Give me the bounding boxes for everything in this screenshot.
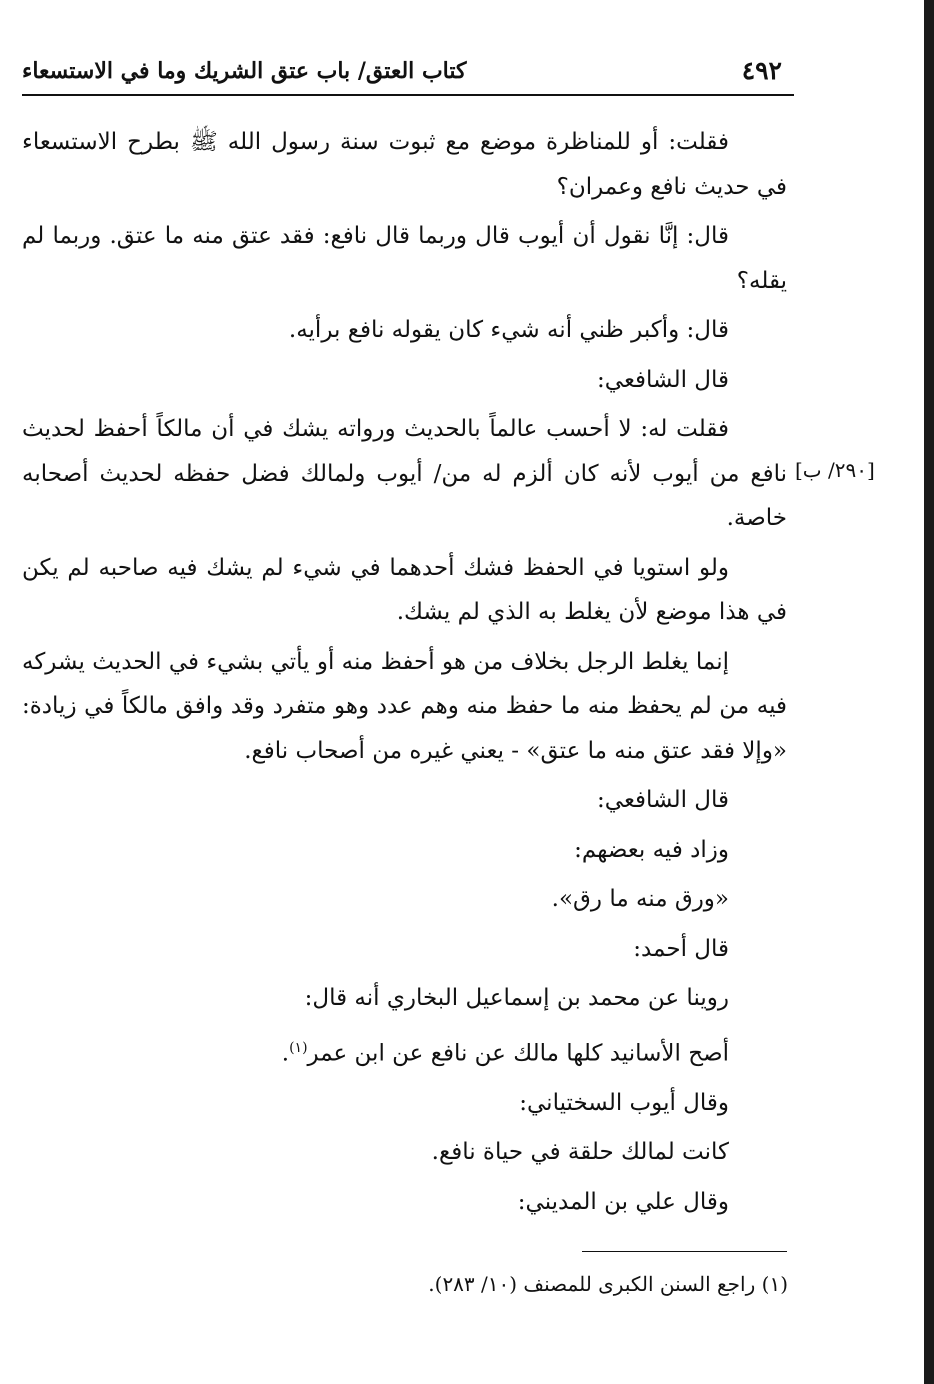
short-line-4: قال أحمد:	[633, 935, 729, 962]
short-line-7: كانت لمالك حلقة في حياة نافع.	[431, 1139, 729, 1166]
footnoted-line-end: .	[281, 1040, 290, 1067]
paragraph-2: قال: إنَّا نقول أن أيوب قال وربما قال نافع: فقد عتق منه ما عتق. وربما لم يقله؟	[22, 223, 787, 294]
page-number: ٤٩٢	[741, 56, 782, 85]
page-edge-shadow	[924, 0, 934, 1384]
short-line-8: وقال علي بن المديني:	[517, 1188, 729, 1215]
short-line-6: وقال أيوب السختياني:	[519, 1089, 729, 1116]
footnote-text: راجع السنن الكبرى للمصنف (١٠/ ٢٨٣).	[428, 1272, 756, 1296]
margin-folio-reference: [٢٩٠/ ب]	[795, 458, 875, 482]
footnote	[300, 1272, 788, 1296]
paragraph-1: فقلت: أو للمناظرة موضع مع ثبوت سنة رسول الله ﷺ بطرح الاستسعاء في حديث نافع وعمران؟	[22, 129, 787, 200]
paragraph-4: قال الشافعي:	[597, 366, 729, 393]
footnoted-line	[22, 1026, 787, 1076]
paragraph-5: فقلت له: لا أحسب عالماً بالحديث ورواته يشك في أن مالكاً أحفظ لحديث نافع من أيوب لأنه كان ألزم له من/ أيوب ولمالك فضل حفظه لحديث أصحابه خاصة.	[22, 416, 787, 531]
footnote-reference: (١)	[289, 1039, 308, 1056]
footnote-rule	[582, 1251, 787, 1252]
footnote-marker: (١)	[761, 1272, 788, 1296]
short-line-1: قال الشافعي:	[597, 787, 729, 813]
paragraph-7: إنما يغلط الرجل بخلاف من هو أحفظ منه أو يأتي بشيء في الحديث يشركه فيه من لم يحفظ منه ما حفظ منه وهم عدد وهو متفرد وقد وافق مالكاً في زيادة: «وإلا فقد عتق منه ما عتق» - يعني غيره من أصحاب نافع.	[22, 648, 787, 764]
main-text	[22, 120, 787, 1229]
short-line-2: وزاد فيه بعضهم:	[574, 836, 729, 863]
paragraph-3: قال: وأكبر ظني أنه شيء كان يقوله نافع برأيه.	[288, 317, 729, 343]
running-title: كتاب العتق/ باب عتق الشريك وما في الاستسعاء	[22, 58, 467, 84]
short-line-3: «ورق منه ما رق».	[551, 886, 729, 912]
page-header	[22, 52, 792, 92]
paragraph-6: ولو استويا في الحفظ فشك أحدهما في شيء لم يشك فيه صاحبه لم يكن في هذا موضع لأن يغلط به الذي لم يشك.	[22, 554, 787, 625]
short-line-5: روينا عن محمد بن إسماعيل البخاري أنه قال:	[304, 985, 729, 1011]
footnoted-line-text: أصح الأسانيد كلها مالك عن نافع عن ابن عمر	[307, 1040, 729, 1067]
header-rule	[22, 94, 794, 96]
